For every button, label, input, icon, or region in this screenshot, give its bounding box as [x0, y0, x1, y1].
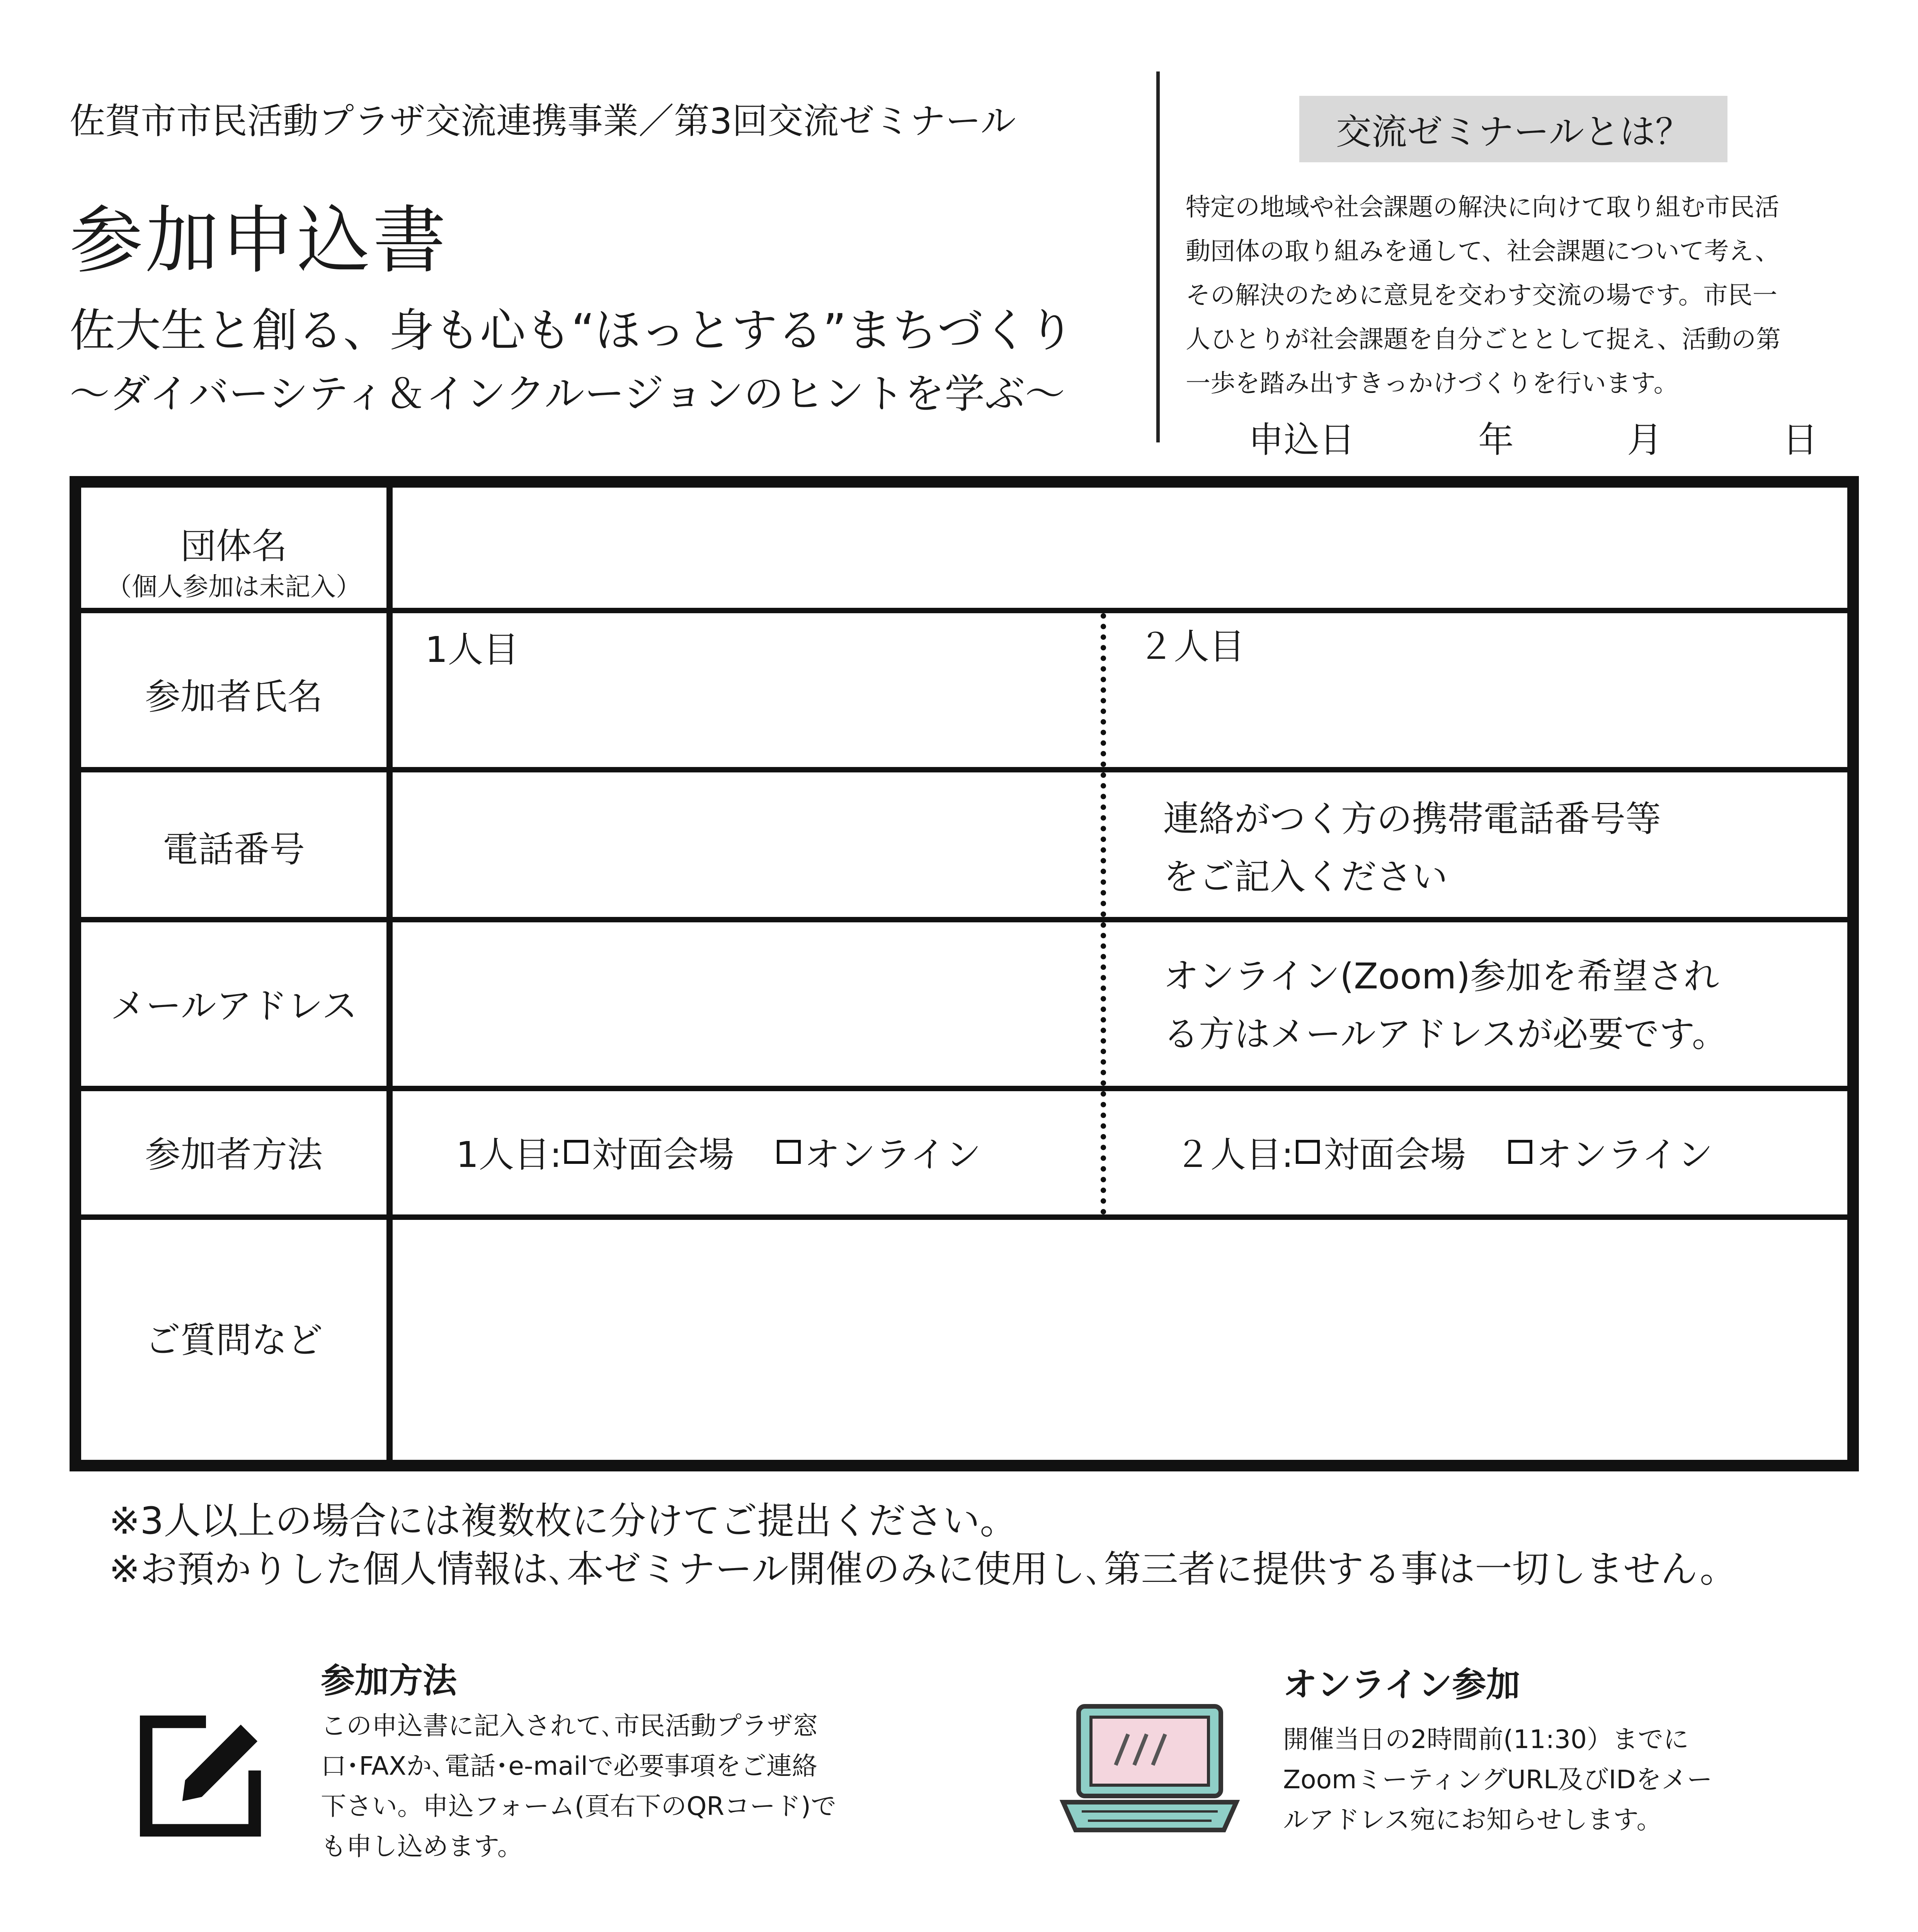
question-field[interactable]	[398, 1221, 1847, 1461]
about-description	[1186, 185, 1881, 406]
seminar-subtitle: 佐大生と創る、身も心も“ほっとする”まちづくり	[70, 304, 1074, 357]
email-label: メールアドレス	[110, 985, 357, 1027]
date-year: 年	[1478, 419, 1514, 461]
date-label: 申込日	[1248, 419, 1355, 461]
dotted-divider	[1101, 922, 1106, 1086]
row-divider	[70, 917, 1859, 922]
method-label: 参加者方法	[145, 1134, 323, 1175]
row-divider	[70, 767, 1859, 772]
date-month: 月	[1627, 419, 1663, 461]
join-method-line: 口･FAXか､電話･e-mailで必要事項をご連絡	[321, 1751, 818, 1781]
phone-hint-line: 連絡がつく方の携帯電話番号等	[1163, 798, 1661, 840]
phone-hint	[1163, 790, 1661, 906]
org-label: 団体名	[180, 526, 287, 567]
seminar-subtitle-2: 〜ダイバーシティ＆インクルージョンのヒントを学ぶ〜	[70, 370, 1065, 417]
person2-label: ２人目	[1138, 626, 1245, 667]
join-method-text	[321, 1706, 836, 1867]
row-divider	[70, 1086, 1859, 1091]
online-title: オンライン参加	[1283, 1665, 1520, 1704]
date-day: 日	[1782, 419, 1818, 461]
about-line: 特定の地域や社会課題の解決に向けて取り組む市民活	[1186, 193, 1779, 222]
email-hint	[1163, 947, 1727, 1063]
person1-label: 1人目	[425, 629, 519, 670]
venue-option-label: 対面会場	[1324, 1134, 1466, 1175]
method-person2	[1175, 1126, 1713, 1177]
person2-name-field[interactable]	[1113, 665, 1847, 761]
online-option-label: オンライン	[804, 1134, 981, 1175]
phone-hint-line: をご記入ください	[1163, 856, 1448, 898]
online-line: ZoomミーティングURL及びIDをメー	[1283, 1765, 1712, 1794]
join-method-line: 下さい。申込フォーム(頁右下のQRコード)で	[321, 1791, 837, 1821]
email-hint-line: オンライン(Zoom)参加を希望され	[1163, 956, 1719, 997]
email-field[interactable]	[398, 923, 1090, 1082]
org-name-field[interactable]	[398, 488, 1847, 604]
online-text	[1283, 1719, 1712, 1840]
join-method-line: この申込書に記入されて､市民活動プラザ窓	[321, 1711, 818, 1741]
header-divider	[1156, 71, 1160, 442]
dotted-divider	[1101, 1091, 1106, 1214]
method-person1	[456, 1126, 981, 1177]
edit-icon	[129, 1708, 269, 1847]
row-divider	[70, 1214, 1859, 1220]
venue-option-label: 対面会場	[592, 1134, 734, 1175]
row-divider	[70, 608, 1859, 613]
online-checkbox-2[interactable]	[1508, 1140, 1532, 1164]
join-method-line: も申し込めます。	[321, 1832, 523, 1861]
venue-checkbox-1[interactable]	[564, 1140, 588, 1164]
series-title: 佐賀市市民活動プラザ交流連携事業／第3回交流ゼミナール	[70, 100, 1016, 142]
dotted-divider	[1101, 613, 1106, 767]
note-2: ※お預かりした個人情報は､本ゼミナール開催のみに使用し､第三者に提供する事は一切しません。	[109, 1548, 1737, 1591]
about-line: その解決のために意見を交わす交流の場です。市民一	[1186, 281, 1777, 310]
about-badge: 交流ゼミナールとは？	[1299, 96, 1727, 162]
method-person2-label: ２人目:	[1175, 1134, 1293, 1175]
join-method-title: 参加方法	[321, 1661, 457, 1701]
about-line: 一歩を踏み出すきっかけづくりを行います。	[1186, 369, 1678, 398]
name-label: 参加者氏名	[145, 676, 323, 718]
org-note: （個人参加は未記入）	[106, 572, 361, 602]
phone-label: 電話番号	[162, 829, 305, 870]
method-person1-label: 1人目:	[456, 1134, 562, 1175]
laptop-icon	[1057, 1700, 1242, 1839]
online-option-label: オンライン	[1536, 1134, 1713, 1175]
phone-field[interactable]	[398, 773, 1090, 912]
email-hint-line: る方はメールアドレスが必要です。	[1163, 1014, 1728, 1055]
about-line: 動団体の取り組みを通して、社会課題について考え、	[1186, 237, 1780, 266]
note-1: ※3人以上の場合には複数枚に分けてご提出ください。	[109, 1499, 1017, 1543]
about-line: 人ひとりが社会課題を自分ごととして捉え、活動の第	[1186, 325, 1781, 354]
online-line: ルアドレス宛にお知らせします。	[1283, 1805, 1662, 1835]
person1-name-field[interactable]	[398, 665, 1090, 761]
page-title: 参加申込書	[70, 198, 449, 283]
online-checkbox-1[interactable]	[777, 1140, 801, 1164]
question-label: ご質問など	[145, 1320, 323, 1361]
dotted-divider	[1101, 772, 1106, 917]
online-line: 開催当日の2時間前(11:30）までに	[1283, 1725, 1689, 1754]
venue-checkbox-2[interactable]	[1296, 1140, 1320, 1164]
